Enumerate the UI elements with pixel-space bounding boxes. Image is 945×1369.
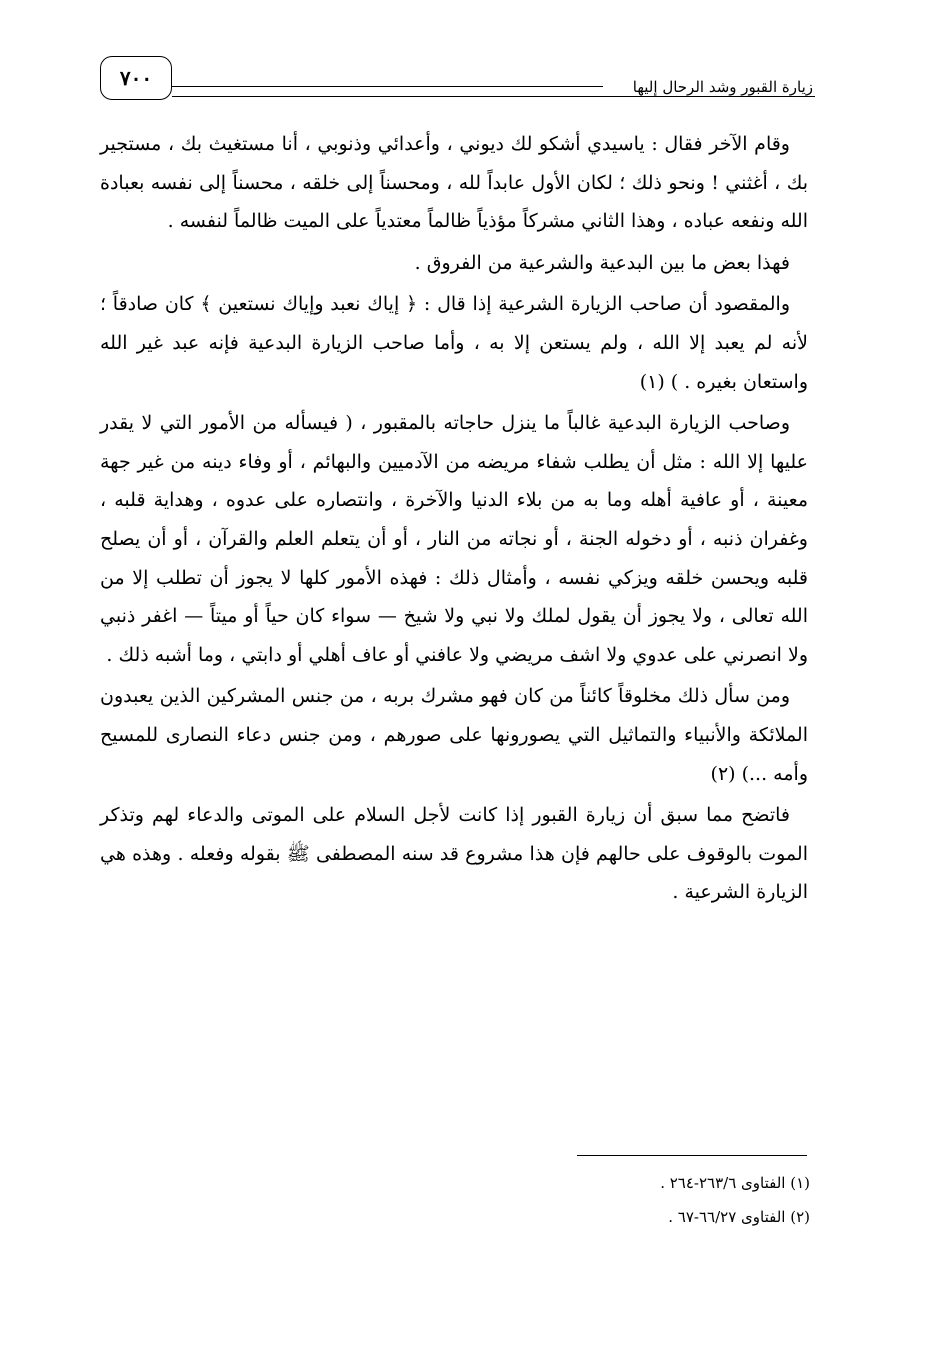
body-text <box>100 125 808 912</box>
paragraph-3: والمقصود أن صاحب الزيارة الشرعية إذا قال : ﴿ إياك نعبد وإياك نستعين ﴾ كان صادقاً ؛ لأنه لم يعبد إلا الله ، ولم يستعن إلا به ، وأما صاحب الزيارة البدعية فإنه عبد غير الله واستعان بغيره . ) (١) <box>100 293 808 393</box>
footnotes <box>300 1166 810 1234</box>
header-rule-bottom <box>172 96 815 97</box>
paragraph-1: وقام الآخر فقال : ياسيدي أشكو لك ديوني ، وأعدائي وذنوبي ، أنا مستغيث بك ، مستجير بك ، أغثني ! ونحو ذلك ؛ لكان الأول عابداً لله ، ومحسناً إلى خلقه ، محسناً إلى نفسه بعبادة الله ونفعه عباده ، وهذا الثاني مشركاً مؤذياً ظالماً معتدياً على الميت ظالماً لنفسه . <box>100 133 808 233</box>
footnote-2: (٢) الفتاوى ٦٦/٢٧-٦٧ . <box>668 1208 810 1226</box>
page-header <box>100 56 815 102</box>
footnote-separator <box>577 1155 807 1156</box>
running-title: زيارة القبور وشد الرحال إليها <box>632 78 813 96</box>
paragraph-4: وصاحب الزيارة البدعية غالباً ما ينزل حاجاته بالمقبور ، ( فيسأله من الأمور التي لا يقدر عليها إلا الله : مثل أن يطلب شفاء مريضه من الآدميين والبهائم ، أو وفاء دينه من غير جهة معينة ، أو عافية أهله وما به من بلاء الدنيا والآخرة ، وانتصاره على عدوه ، وهداية قلبه ، وغفران ذنبه ، أو دخوله الجنة ، أو نجاته من النار ، أو أن يتعلم العلم والقرآن ، أو أن يصلح قلبه ويحسن خلقه ويزكي نفسه ، وأمثال ذلك : فهذه الأمور كلها لا يجوز أن تطلب إلا من الله تعالى ، ولا يجوز أن يقول لملك ولا نبي ولا شيخ — سواء كان حياً أو ميتاً — اغفر ذنبي ولا انصرني على عدوي ولا اشف مريضي ولا عافني أو عاف أهلي أو دابتي ، وما أشبه ذلك . <box>100 412 808 666</box>
paragraph-2: فهذا بعض ما بين البدعية والشرعية من الفروق . <box>414 251 790 274</box>
header-rule-top <box>172 86 603 87</box>
footnote-1: (١) الفتاوى ٢٦٣/٦-٢٦٤ . <box>660 1174 810 1192</box>
paragraph-6: فاتضح مما سبق أن زيارة القبور إذا كانت لأجل السلام على الموتى والدعاء لهم وتذكر الموت بالوقوف على حالهم فإن هذا مشروع قد سنه المصطفى ﷺ بقوله وفعله . وهذه هي الزيارة الشرعية . <box>100 804 808 904</box>
page-number: ٧٠٠ <box>100 56 172 100</box>
paragraph-5: ومن سأل ذلك مخلوقاً كائناً من كان فهو مشرك بربه ، من جنس المشركين الذين يعبدون الملائكة والأنبياء والتماثيل التي يصورونها على صورهم ، ومن جنس دعاء النصارى للمسيح وأمه ...) (٢) <box>100 685 808 785</box>
